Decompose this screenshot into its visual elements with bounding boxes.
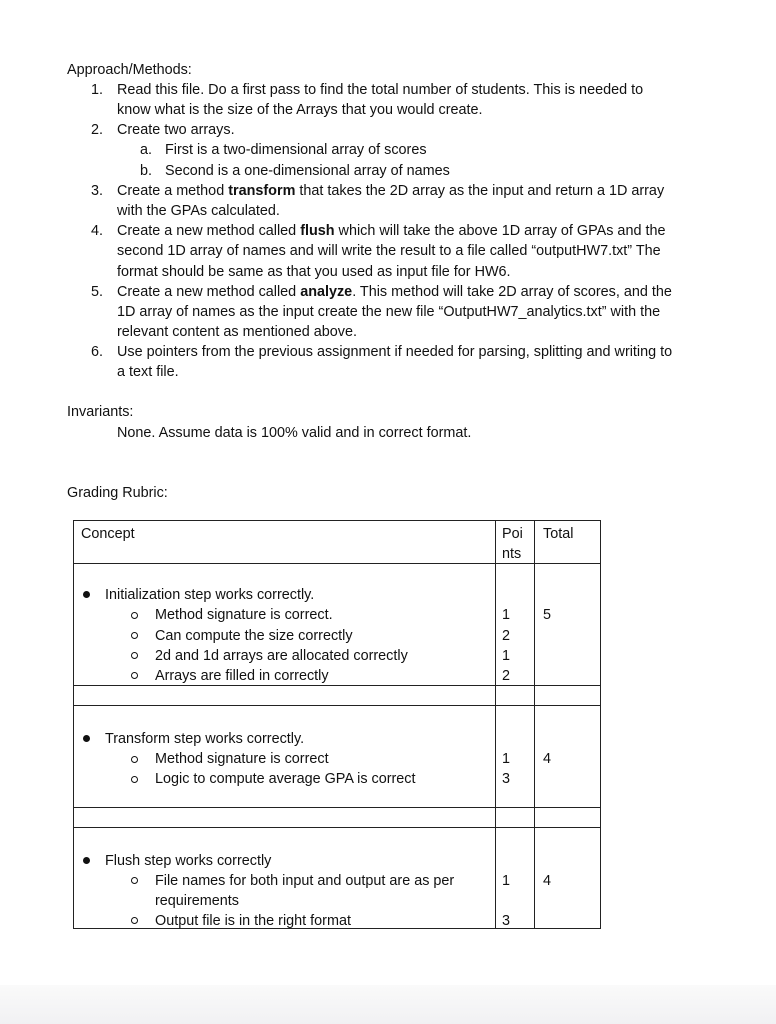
rubric-section-title: Transform step works correctly. bbox=[105, 731, 305, 747]
bullet-icon bbox=[83, 591, 90, 598]
list-item-line: Create a method transform that takes the 2D array as the input and return a 1D array bbox=[117, 183, 665, 199]
circle-bullet-icon bbox=[131, 756, 138, 763]
rubric-item: Can compute the size correctly bbox=[155, 628, 353, 644]
list-number: 3. bbox=[90, 183, 103, 199]
rubric-total: 4 bbox=[543, 873, 552, 889]
sublist-marker: a. bbox=[139, 142, 152, 158]
list-item-line: relevant content as mentioned above. bbox=[117, 324, 358, 340]
list-item-line: Use pointers from the previous assignment if needed for parsing, splitting and writing to bbox=[117, 344, 673, 360]
rubric-item: Method signature is correct. bbox=[155, 607, 333, 623]
circle-bullet-icon bbox=[131, 612, 138, 619]
list-item-line: Read this file. Do a first pass to find the total number of students. This is needed to bbox=[117, 82, 644, 98]
bullet-icon bbox=[83, 735, 90, 742]
bullet-icon bbox=[83, 857, 90, 864]
rubric-points: 1 bbox=[502, 751, 511, 767]
circle-bullet-icon bbox=[131, 672, 138, 679]
circle-bullet-icon bbox=[131, 877, 138, 884]
rubric-points: 1 bbox=[502, 648, 511, 664]
method-name-analyze: analyze bbox=[300, 284, 353, 300]
method-name-transform: transform bbox=[228, 183, 296, 199]
sublist-item: Second is a one-dimensional array of names bbox=[165, 163, 450, 179]
column-header-points: Poi bbox=[502, 526, 523, 542]
list-item-line: Create two arrays. bbox=[117, 122, 235, 138]
list-item-line: 1D array of names as the input create the new file “OutputHW7_analytics.txt” with the bbox=[117, 304, 661, 320]
list-item-line: format should be same as that you used as input file for HW6. bbox=[117, 264, 511, 280]
invariants-text: None. Assume data is 100% valid and in correct format. bbox=[117, 425, 472, 441]
rubric-item: Logic to compute average GPA is correct bbox=[155, 771, 416, 787]
rubric-item: Method signature is correct bbox=[155, 751, 329, 767]
rubric-section-title: Initialization step works correctly. bbox=[105, 587, 315, 603]
page-bottom-edge bbox=[0, 985, 776, 1024]
column-header-concept: Concept bbox=[81, 526, 135, 542]
rubric-points: 3 bbox=[502, 771, 511, 787]
rubric-section-title: Flush step works correctly bbox=[105, 853, 272, 869]
column-header-total: Total bbox=[543, 526, 574, 542]
rubric-total: 4 bbox=[543, 751, 552, 767]
list-item-line: Create a new method called flush which will take the above 1D array of GPAs and the bbox=[117, 223, 666, 239]
rubric-item: Arrays are filled in correctly bbox=[155, 668, 329, 684]
list-number: 5. bbox=[90, 284, 103, 300]
rubric-item-continued: requirements bbox=[155, 893, 239, 909]
list-number: 2. bbox=[90, 122, 103, 138]
circle-bullet-icon bbox=[131, 917, 138, 924]
rubric-points: 1 bbox=[502, 607, 511, 623]
circle-bullet-icon bbox=[131, 776, 138, 783]
column-header-points: nts bbox=[502, 546, 522, 562]
method-name-flush: flush bbox=[300, 223, 335, 239]
list-item-line: with the GPAs calculated. bbox=[117, 203, 280, 219]
rubric-points: 2 bbox=[502, 668, 511, 684]
rubric-item: Output file is in the right format bbox=[155, 913, 351, 929]
list-item-line: second 1D array of names and will write the result to a file called “outputHW7.txt” The bbox=[117, 243, 661, 259]
approach-heading: Approach/Methods: bbox=[67, 62, 192, 78]
circle-bullet-icon bbox=[131, 652, 138, 659]
list-number: 6. bbox=[90, 344, 103, 360]
rubric-item: File names for both input and output are as per bbox=[155, 873, 455, 889]
list-number: 1. bbox=[90, 82, 103, 98]
rubric-points: 3 bbox=[502, 913, 511, 929]
rubric-points: 2 bbox=[502, 628, 511, 644]
list-item-line: a text file. bbox=[117, 364, 179, 380]
invariants-heading: Invariants: bbox=[67, 404, 134, 420]
circle-bullet-icon bbox=[131, 632, 138, 639]
rubric-points: 1 bbox=[502, 873, 511, 889]
rubric-item: 2d and 1d arrays are allocated correctly bbox=[155, 648, 408, 664]
rubric-total: 5 bbox=[543, 607, 552, 623]
sublist-item: First is a two-dimensional array of scores bbox=[165, 142, 427, 158]
sublist-marker: b. bbox=[139, 163, 152, 179]
list-number: 4. bbox=[90, 223, 103, 239]
list-item-line: Create a new method called analyze. This method will take 2D array of scores, and the bbox=[117, 284, 672, 300]
rubric-heading: Grading Rubric: bbox=[67, 485, 168, 501]
list-item-line: know what is the size of the Arrays that you would create. bbox=[117, 102, 483, 118]
